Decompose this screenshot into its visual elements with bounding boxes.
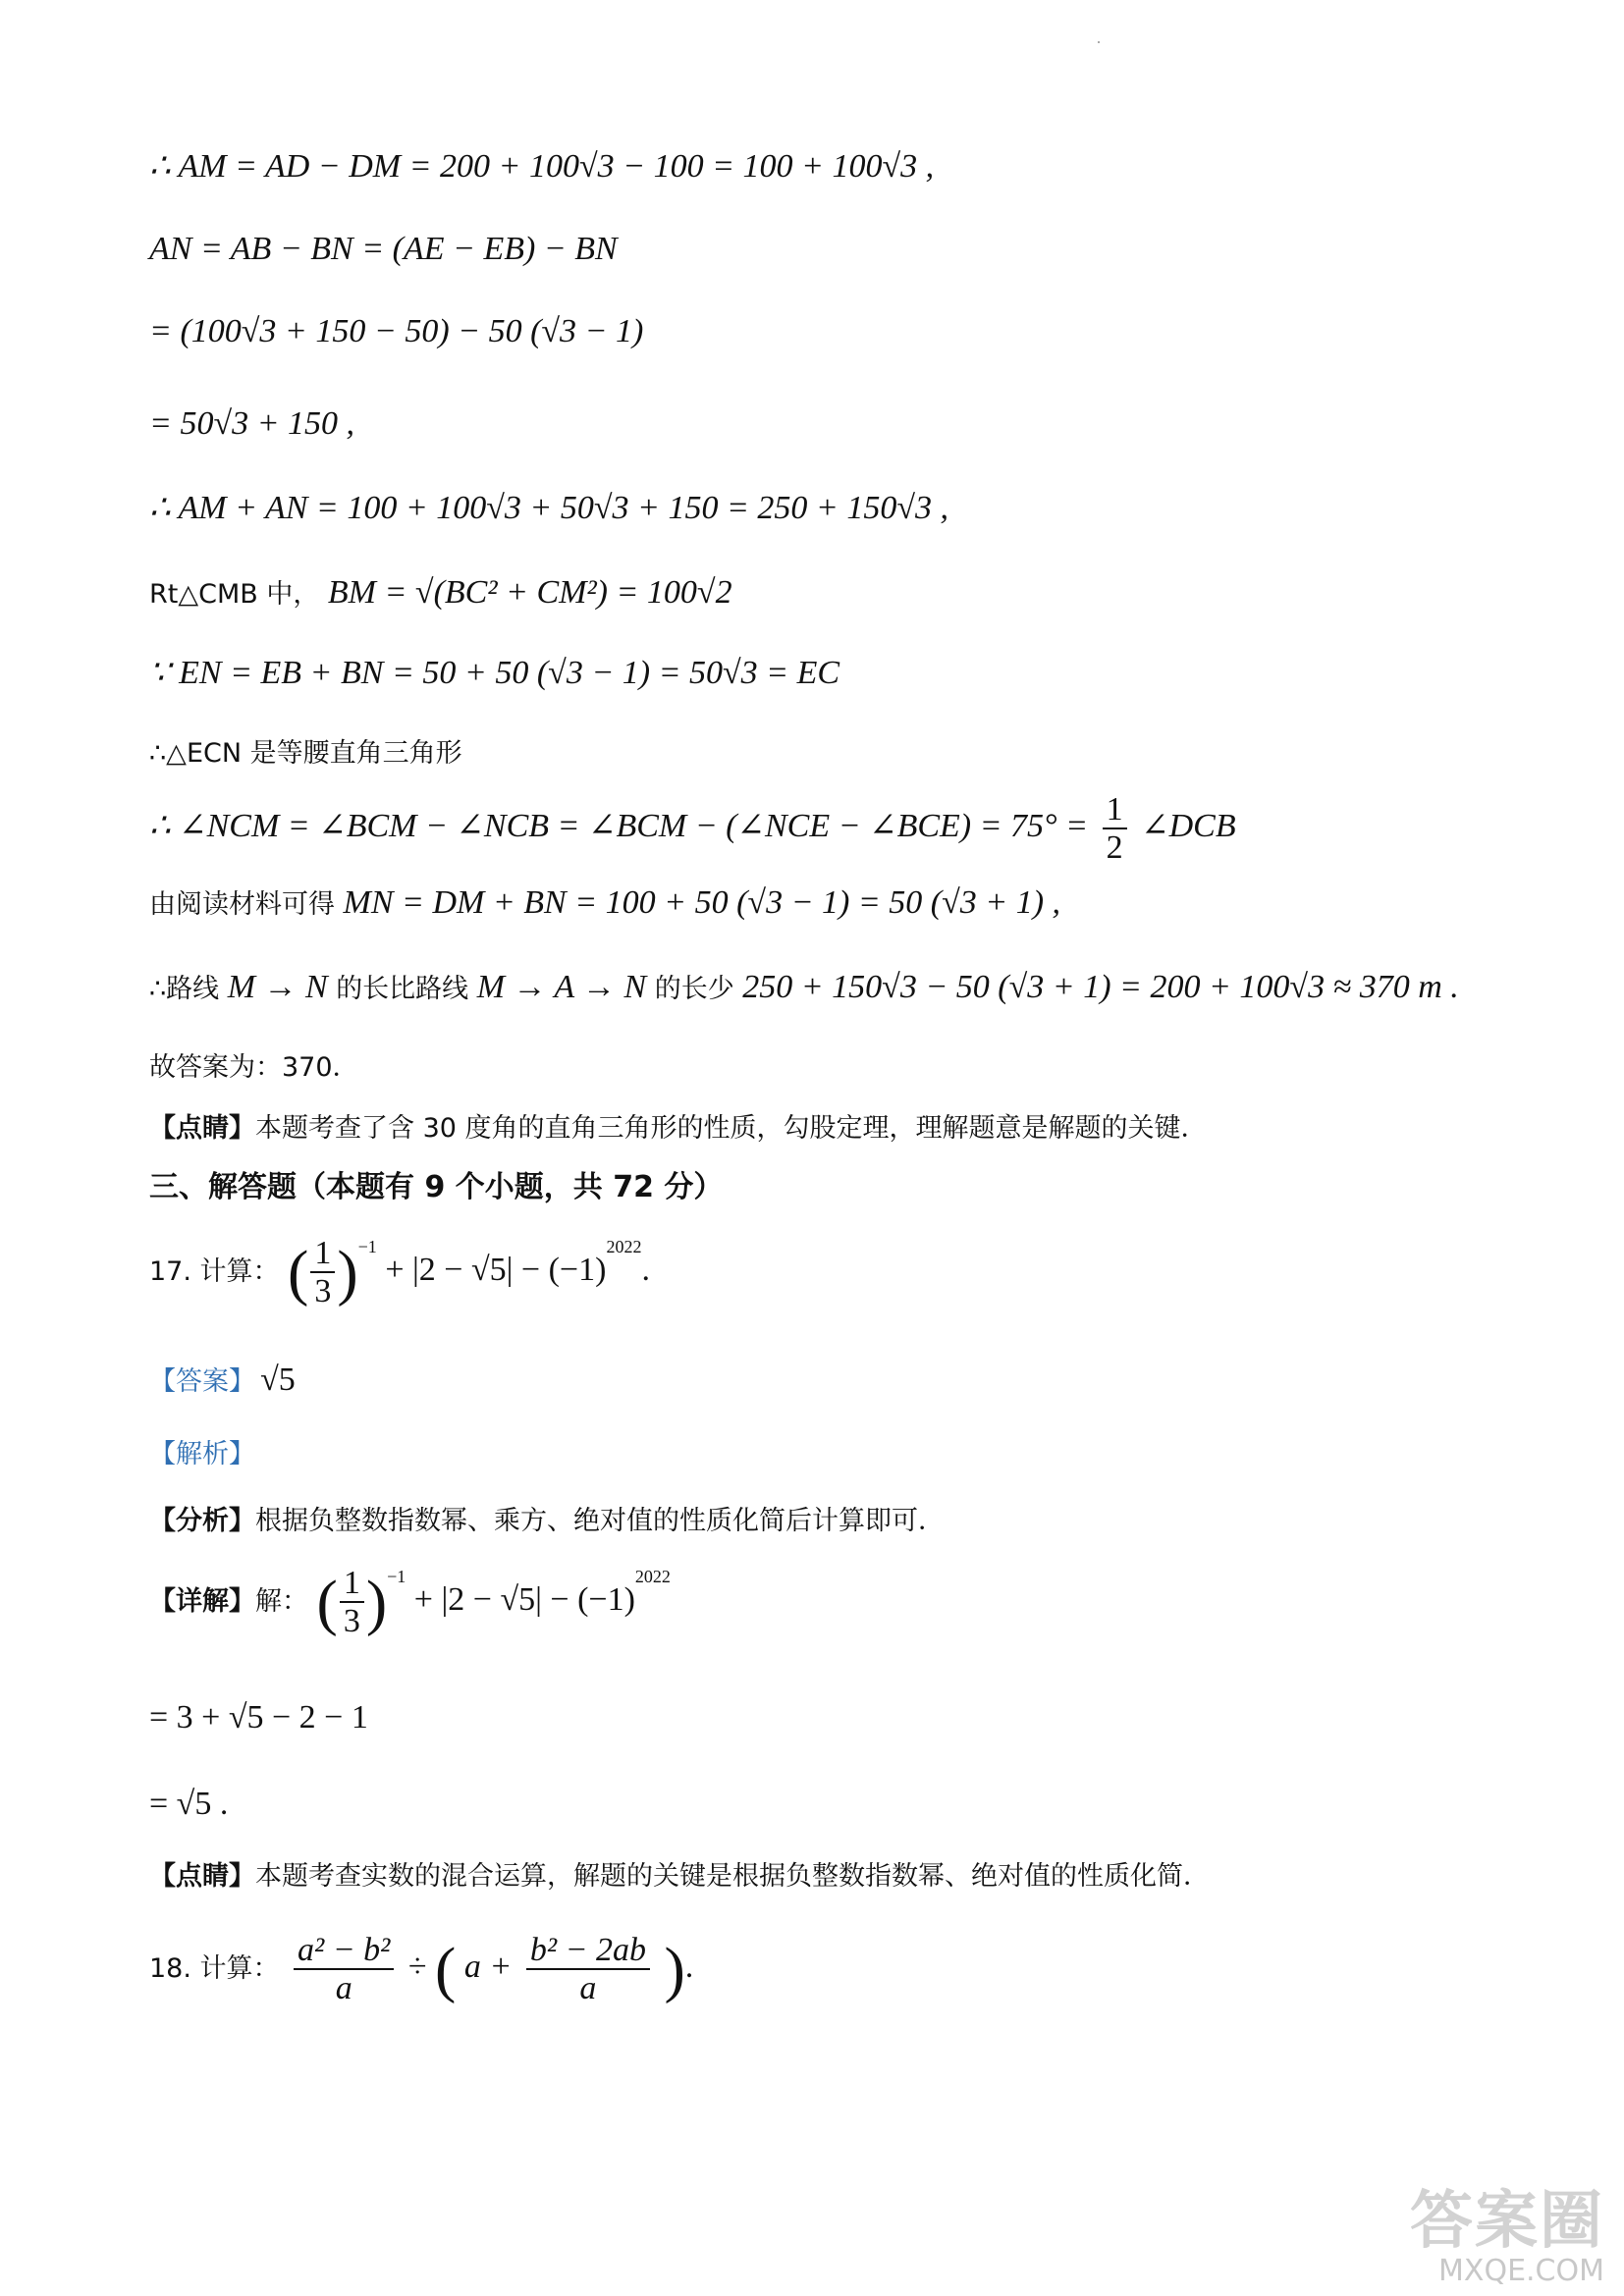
step-angle [149, 791, 1236, 867]
paren-right: ) [337, 1237, 358, 1308]
step-am: ∴ AM = AD − DM = 200 + 100√3 − 100 = 100 + 100√3 , [149, 148, 935, 185]
q18-inner-a: a + [463, 1949, 513, 1986]
q17-end: . [641, 1252, 650, 1289]
route-compare: 的长比路线 [336, 974, 469, 1004]
step-route [149, 968, 1459, 1008]
step-bm-prefix: Rt△CMB 中， [149, 579, 320, 610]
q17-detail-rest: + |2 − √5| − (−1) [413, 1581, 635, 1619]
q17-fenxi [149, 1506, 945, 1537]
q17-answer [149, 1361, 296, 1401]
q18-prompt [149, 1932, 693, 2007]
step-mn [149, 883, 1060, 924]
q17-step1: = 3 + √5 − 2 − 1 [149, 1699, 368, 1735]
q17-fenxi-text: 根据负整数指数幂、乘方、绝对值的性质化简后计算即可． [255, 1506, 945, 1536]
page-dot [1098, 41, 1100, 43]
q17-detail-frac-den: 3 [343, 1603, 360, 1640]
q17-fraction [310, 1235, 335, 1310]
half-fraction [1103, 791, 1127, 867]
q17-rest-power: 2022 [606, 1237, 642, 1257]
q17-detail-power: −1 [387, 1567, 406, 1587]
watermark-logo: 答案圈 [1410, 2185, 1604, 2259]
q18-divide: ÷ [407, 1949, 427, 1986]
q18-f1-den: a [335, 1970, 352, 2007]
q17-label: 17. 计算： [149, 1256, 280, 1288]
step-isosceles: ∴△ECN 是等腰直角三角形 [149, 738, 462, 769]
step-mn-formula: MN = DM + BN = 100 + 50 (√3 − 1) = 50 (√3 + 1) , [343, 884, 1061, 921]
step-an: AN = AB − BN = (AE − EB) − BN [149, 231, 618, 267]
route-shorter: 的长少 [654, 974, 734, 1004]
q17-fenxi-tag: 【分析】 [149, 1506, 255, 1536]
comment-16-text: 本题考查了含 30 度角的直角三角形的性质，勾股定理，理解题意是解题的关键． [255, 1113, 1208, 1144]
q17-frac-num: 1 [310, 1235, 335, 1273]
q17-rest: + |2 − √5| − (−1) [385, 1252, 607, 1289]
paren-left: ( [288, 1237, 309, 1308]
q17-comment-text: 本题考查实数的混合运算，解题的关键是根据负整数指数幂、绝对值的性质化简． [255, 1861, 1210, 1892]
q17-detail-tag: 【详解】 [149, 1586, 255, 1618]
q17-answer-value: √5 [260, 1362, 296, 1398]
q18-end: . [684, 1949, 694, 1986]
answer-line: 故答案为：370． [149, 1052, 359, 1083]
q17-detail [149, 1565, 671, 1640]
q17-prompt [149, 1235, 650, 1310]
comment-16-tag: 【点睛】 [149, 1113, 255, 1144]
q18-f2-num: b² − 2ab [526, 1932, 650, 1970]
step-an-expand: = (100√3 + 150 − 50) − 50 (√3 − 1) [149, 313, 644, 349]
q17-comment-tag: 【点睛】 [149, 1861, 255, 1892]
q17-frac-den: 3 [314, 1273, 332, 1310]
half-den: 2 [1106, 829, 1123, 867]
section-3-heading: 三、解答题（本题有 9 个小题，共 72 分） [149, 1170, 724, 1204]
q18-paren-right: ) [664, 1934, 685, 2004]
q18-label: 18. 计算： [149, 1953, 280, 1985]
q17-analysis-tag: 【解析】 [149, 1439, 255, 1469]
route-prefix: ∴路线 [149, 974, 220, 1004]
route-man: M → A → N [476, 969, 647, 1005]
q17-answer-tag: 【答案】 [149, 1366, 255, 1397]
watermark [1410, 2185, 1604, 2288]
route-mn: M → N [227, 969, 328, 1005]
detail-paren-left: ( [316, 1567, 338, 1637]
q17-comment [149, 1861, 1210, 1893]
step-mn-prefix: 由阅读材料可得 [149, 889, 335, 920]
q17-power: −1 [357, 1237, 377, 1257]
detail-paren-right: ) [365, 1567, 388, 1637]
step-bm-formula: BM = √(BC² + CM²) = 100√2 [327, 574, 732, 611]
step-am-plus-an: ∴ AM + AN = 100 + 100√3 + 50√3 + 150 = 250 + 150√3 , [149, 490, 949, 526]
route-diff: 250 + 150√3 − 50 (√3 + 1) = 200 + 100√3 ≈ 370 m . [742, 969, 1459, 1005]
q17-step2: = √5 . [149, 1786, 229, 1822]
comment-16 [149, 1113, 1208, 1145]
watermark-url: MXQE.COM [1438, 2253, 1604, 2288]
q17-detail-fraction [340, 1565, 364, 1640]
q18-f1-num: a² − b² [294, 1932, 394, 1970]
q17-detail-pre: 解： [255, 1586, 308, 1618]
half-num: 1 [1103, 791, 1127, 829]
step-en: ∵ EN = EB + BN = 50 + 50 (√3 − 1) = 50√3 = EC [149, 655, 840, 691]
step-angle-tail: ∠DCB [1141, 808, 1236, 845]
step-angle-main: ∴ ∠NCM = ∠BCM − ∠NCB = ∠BCM − (∠NCE − ∠BCE) = 75° = [149, 808, 1089, 845]
q17-detail-rest-power: 2022 [634, 1567, 671, 1587]
q18-fraction-1 [294, 1932, 394, 2007]
step-an-result: = 50√3 + 150 , [149, 405, 355, 442]
q18-fraction-2 [526, 1932, 650, 2007]
step-bm [149, 573, 732, 614]
q18-paren-left: ( [435, 1934, 457, 2004]
q17-detail-frac-num: 1 [340, 1565, 364, 1603]
q18-f2-den: a [579, 1970, 597, 2007]
